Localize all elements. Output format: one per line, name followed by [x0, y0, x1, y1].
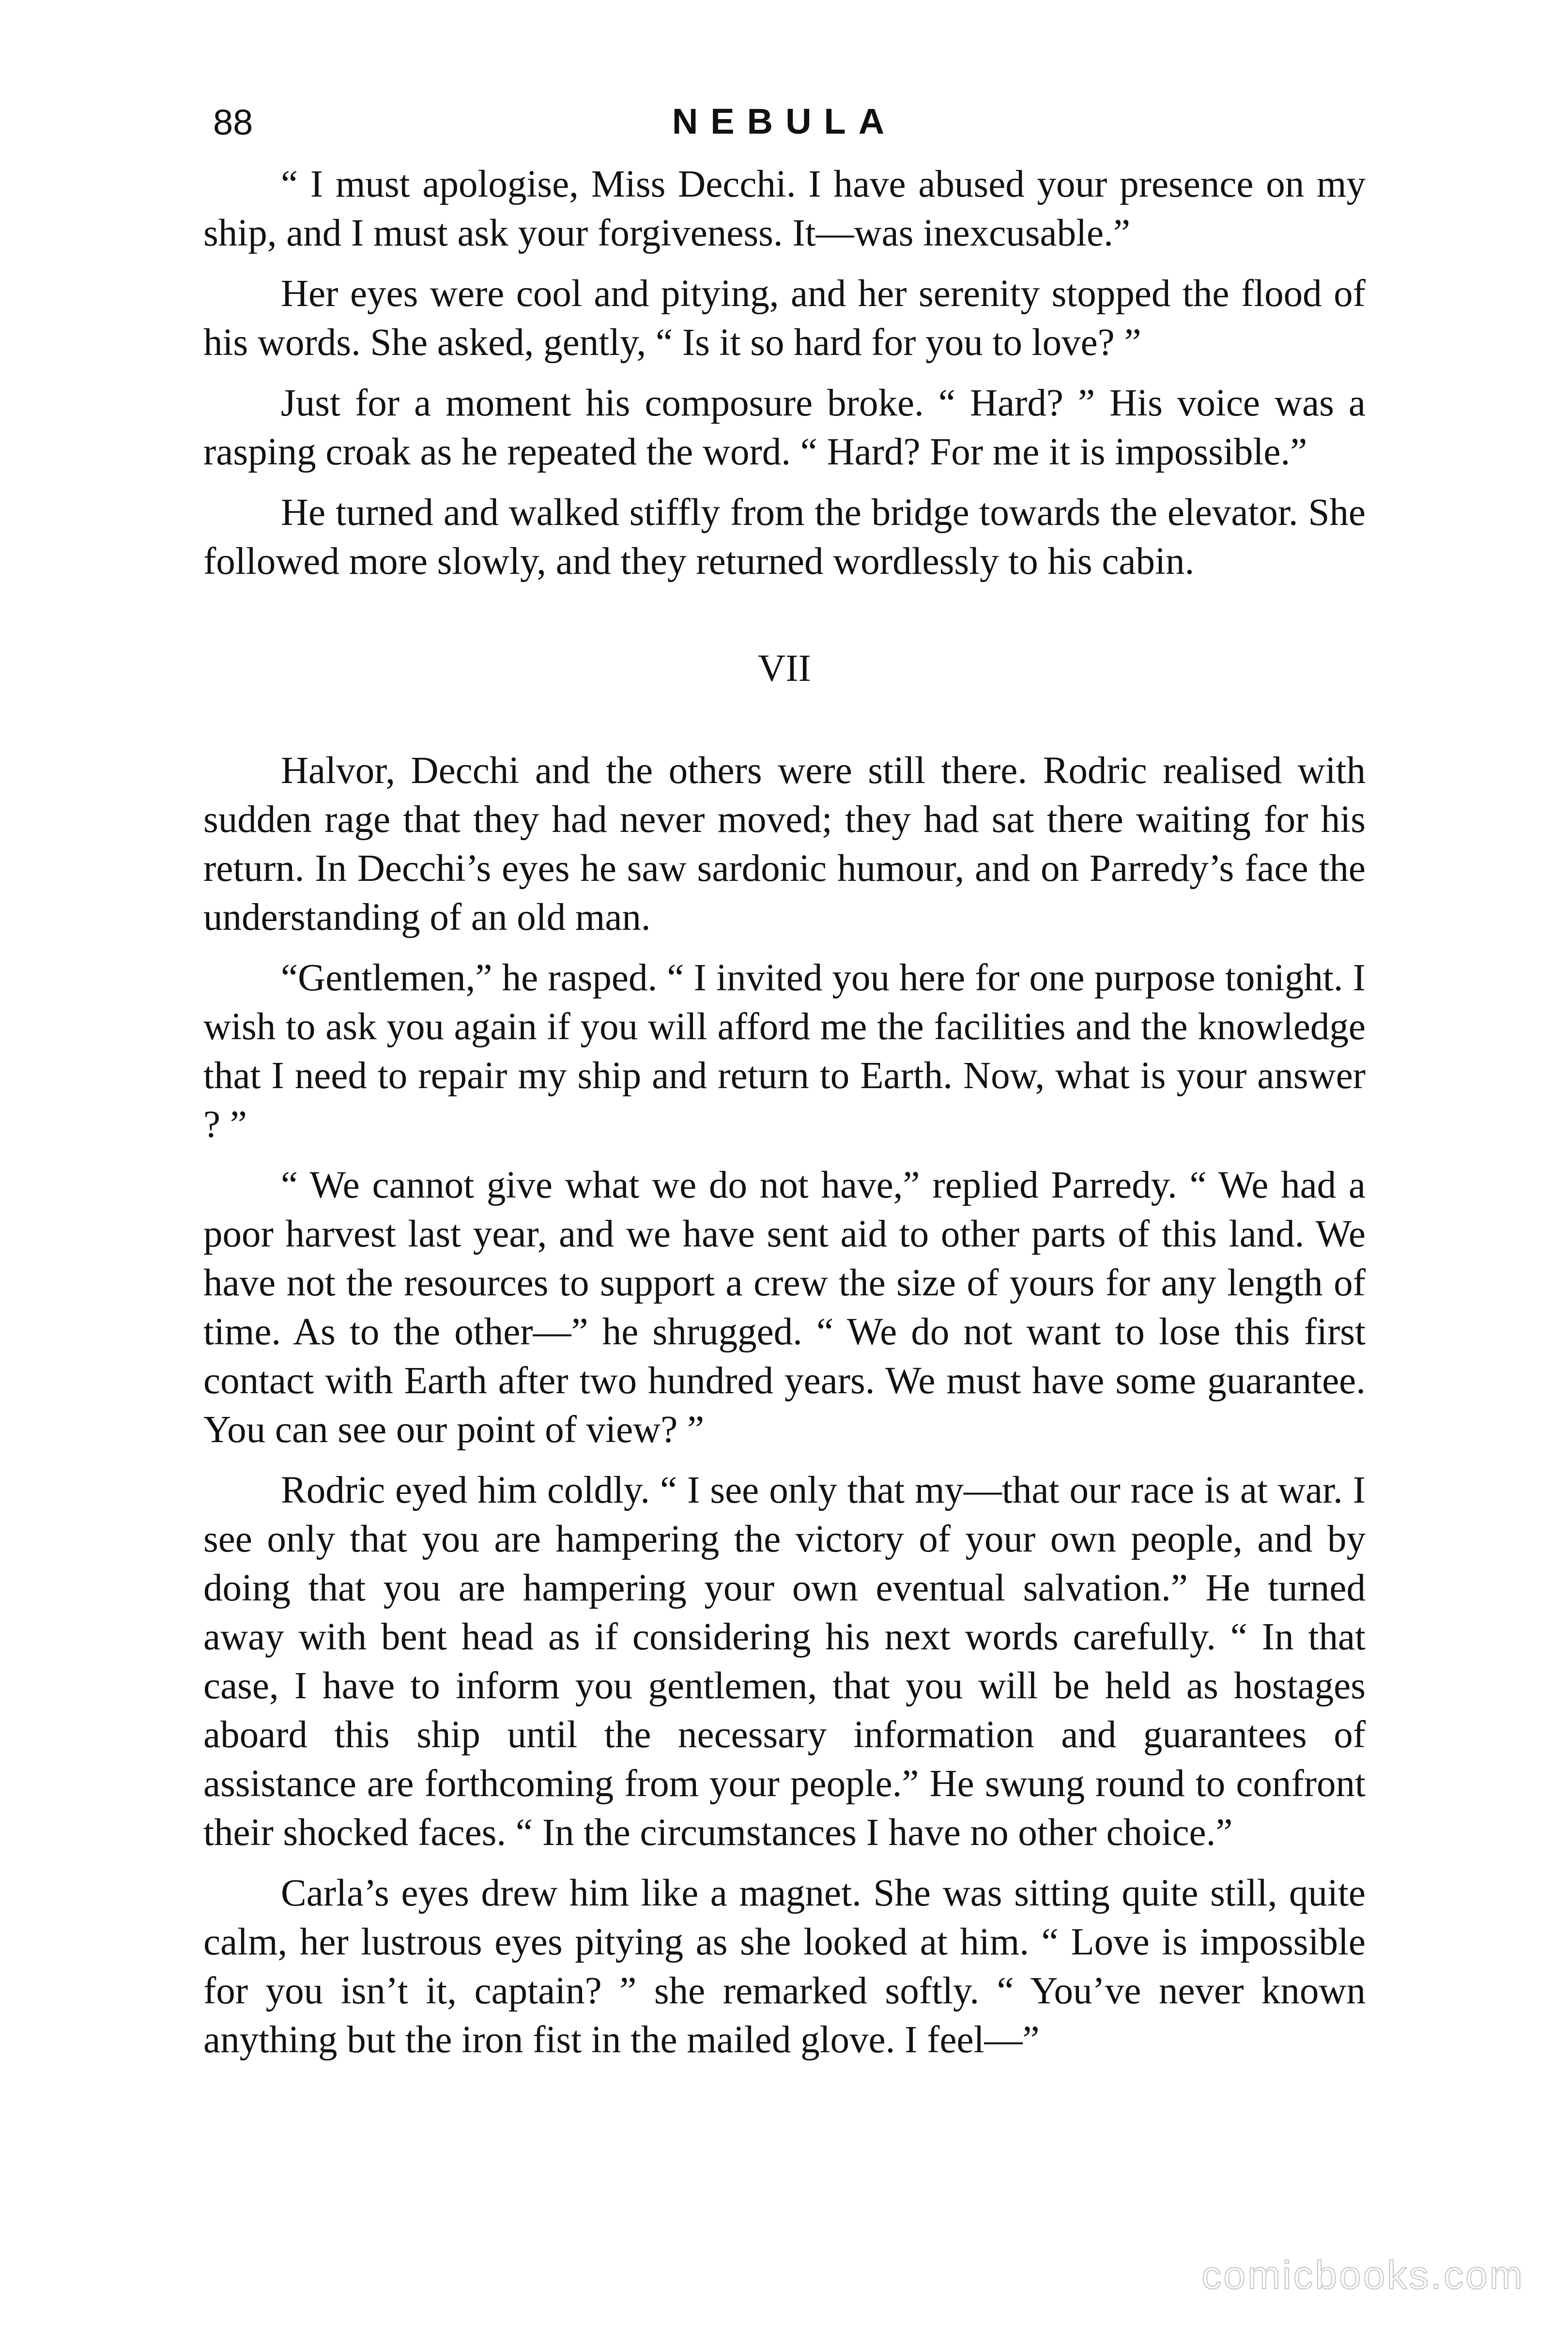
watermark: comicbooks.com — [1201, 2253, 1524, 2297]
paragraph: “ I must apologise, Miss Decchi. I have abused your presence on my ship, and I must ask your forgiveness. It—was inexcusable.” — [203, 163, 1366, 254]
paragraph: Rodric eyed him coldly. “ I see only that my—that our race is at war. I see only that you are hampering the victory of your own people, and by doing that you are hampering your own eventual salvation.” He turned away with bent head as if considering his next words carefully. “ In that case, I have to inform you gentlemen, that you will be held as hostages aboard this ship until the necessary information and guarantees of assistance are forthcoming from your people.” He swung round to confront their shocked faces. “ In the circumstances I have no other choice.” — [203, 1469, 1366, 1854]
page-header — [203, 97, 1366, 160]
paragraph: Just for a moment his composure broke. “ Hard? ” His voice was a rasping croak as he repeated the word. “ Hard? For me it is impossible.” — [203, 382, 1366, 473]
running-head: NEBULA — [672, 101, 897, 141]
paragraph: “ We cannot give what we do not have,” replied Parredy. “ We had a poor harvest last year, and we have sent aid to other parts of this land. We have not the resources to support a crew the size of yours for any length of time. As to the other—” he shrugged. “ We do not want to lose this first contact with Earth after two hundred years. We must have some guarantee. You can see our point of view? ” — [203, 1164, 1366, 1451]
paragraph: Carla’s eyes drew him like a magnet. She was sitting quite still, quite calm, her lustrous eyes pitying as she looked at him. “ Love is impossible for you isn’t it, captain? ” she remarked softly. “ You’ve never known anything but the iron fist in the mailed glove. I feel—” — [203, 1872, 1366, 2061]
body-text — [203, 160, 1366, 2064]
page-number: 88 — [213, 102, 253, 142]
book-page — [203, 97, 1366, 2276]
paragraph: Halvor, Decchi and the others were still there. Rodric realised with sudden rage that they had never moved; they had sat there waiting for his return. In Decchi’s eyes he saw sardonic humour, and on Parredy’s face the understanding of an old man. — [203, 750, 1366, 938]
paragraph: He turned and walked stiffly from the bridge towards the elevator. She followed more slowly, and they returned wordlessly to his cabin. — [203, 492, 1366, 583]
section-heading: VII — [758, 647, 811, 690]
paragraph: Her eyes were cool and pitying, and her serenity stopped the flood of his words. She asked, gently, “ Is it so hard for you to love? ” — [203, 273, 1366, 364]
paragraph: “Gentlemen,” he rasped. “ I invited you here for one purpose tonight. I wish to ask you again if you will afford me the facilities and the knowledge that I need to repair my ship and return to Earth. Now, what is your answer ? ” — [203, 957, 1366, 1146]
